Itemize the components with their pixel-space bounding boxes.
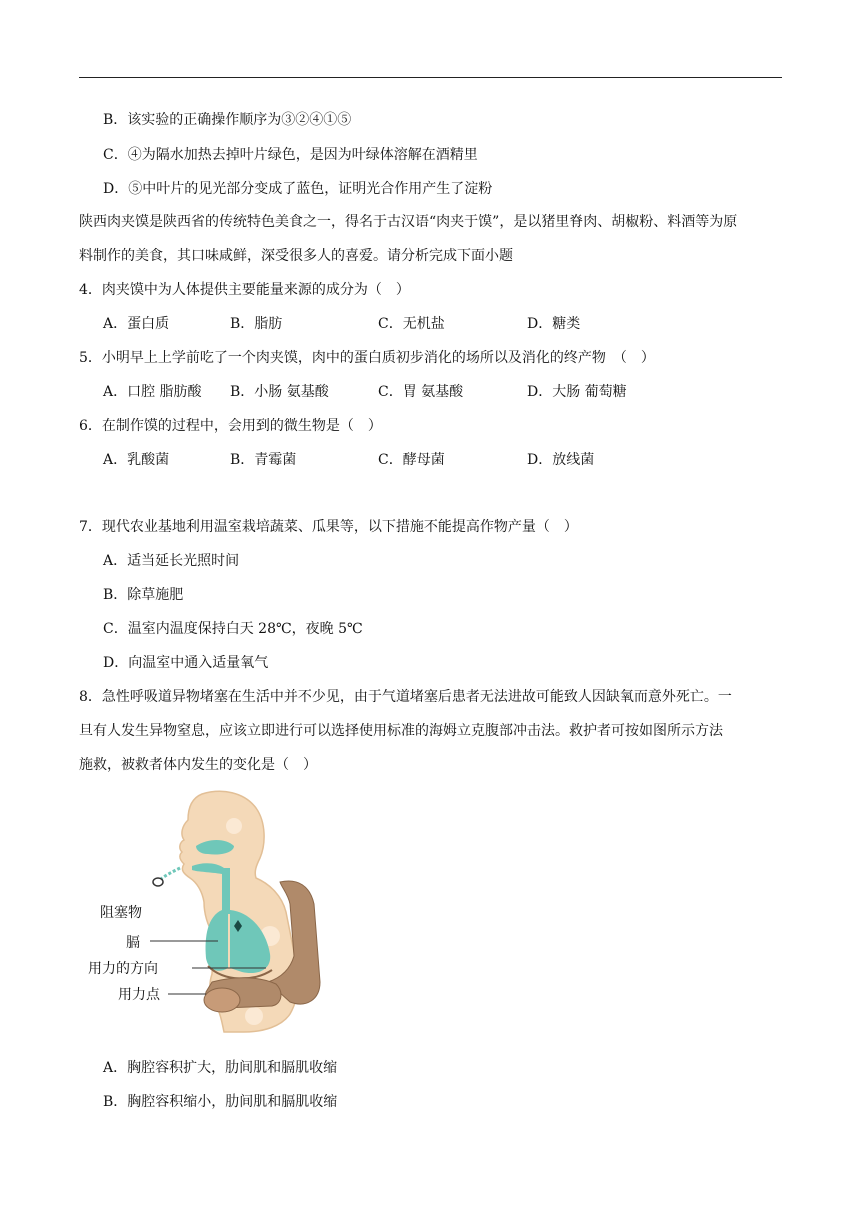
passage-line-1: 陕西肉夹馍是陕西省的传统特色美食之一，得名于古汉语“肉夹于馍”，是以猪里脊肉、胡椒粉、料酒等为原: [79, 214, 738, 230]
q7-option-a: A．适当延长光照时间: [103, 553, 240, 569]
heimlich-figure: [84, 786, 324, 1038]
q7-option-d: D．向温室中通入适量氧气: [103, 655, 269, 671]
rescuer-fist: [204, 988, 240, 1012]
q6-option-b: B．青霉菌: [230, 452, 297, 468]
q3-option-c: C．④为隔水加热去掉叶片绿色，是因为叶绿体溶解在酒精里: [103, 147, 478, 163]
q6-options: [103, 450, 703, 470]
q3-option-b: B．该实验的正确操作顺序为③②④①⑤: [103, 112, 352, 128]
q5-option-c: C．胃 氨基酸: [378, 384, 464, 400]
q5-option-d: D．大肠 葡萄糖: [527, 384, 627, 400]
passage-line-2: 料制作的美食，其口味咸鲜，深受很多人的喜爱。请分析完成下面小题: [79, 248, 513, 264]
trachea: [222, 868, 230, 914]
q8-option-b: B．胸腔容积缩小，肋间肌和膈肌收缩: [103, 1094, 338, 1110]
skin-patch: [245, 1007, 263, 1025]
q6-option-d: D．放线菌: [527, 452, 595, 468]
q6-option-c: C．酵母菌: [378, 452, 445, 468]
q8-stem-line-1: 8．急性呼吸道异物堵塞在生活中并不少见，由于气道堵塞后患者无法进故可能致人因缺氧而意外死亡。一: [79, 689, 732, 705]
skin-patch: [226, 818, 242, 834]
q7-option-b: B．除草施肥: [103, 587, 184, 603]
q4-options: [103, 314, 703, 334]
q4-option-a: A．蛋白质: [103, 316, 170, 332]
q8-stem-line-3: 施救，被救者体内发生的变化是（ ）: [79, 757, 317, 773]
q6-option-a: A．乳酸菌: [103, 452, 170, 468]
expulsion-path: [160, 868, 180, 880]
q7-stem: 7．现代农业基地利用温室栽培蔬菜、瓜果等，以下措施不能提高作物产量（ ）: [79, 519, 578, 535]
q5-options: [103, 382, 703, 402]
q6-stem: 6．在制作馍的过程中，会用到的微生物是（ ）: [79, 418, 382, 434]
label-force-point: 用力点: [118, 987, 160, 1003]
q5-stem: 5．小明早上上学前吃了一个肉夹馍，肉中的蛋白质初步消化的场所以及消化的终产物 （ ）: [79, 350, 655, 366]
q4-option-d: D．糖类: [527, 316, 581, 332]
label-force-direction: 用力的方向: [88, 961, 158, 977]
q8-stem-line-2: 旦有人发生异物窒息，应该立即进行可以选择使用标准的海姆立克腹部冲击法。救护者可按如图所示方法: [79, 723, 723, 739]
q5-option-a: A．口腔 脂肪酸: [103, 384, 202, 400]
q4-option-b: B．脂肪: [230, 316, 283, 332]
header-rule: [79, 77, 782, 78]
q8-option-a: A．胸腔容积扩大，肋间肌和膈肌收缩: [103, 1060, 338, 1076]
obstruction-object: [153, 878, 163, 886]
label-obstruction: 阻塞物: [100, 905, 142, 921]
q3-option-d: D．⑤中叶片的见光部分变成了蓝色，证明光合作用产生了淀粉: [103, 181, 493, 197]
q4-stem: 4．肉夹馍中为人体提供主要能量来源的成分为（ ）: [79, 282, 410, 298]
q7-option-c: C．温室内温度保持白天 28℃，夜晚 5℃: [103, 621, 363, 637]
q5-option-b: B．小肠 氨基酸: [230, 384, 329, 400]
q4-option-c: C．无机盐: [378, 316, 445, 332]
label-diaphragm: 膈: [126, 935, 140, 951]
